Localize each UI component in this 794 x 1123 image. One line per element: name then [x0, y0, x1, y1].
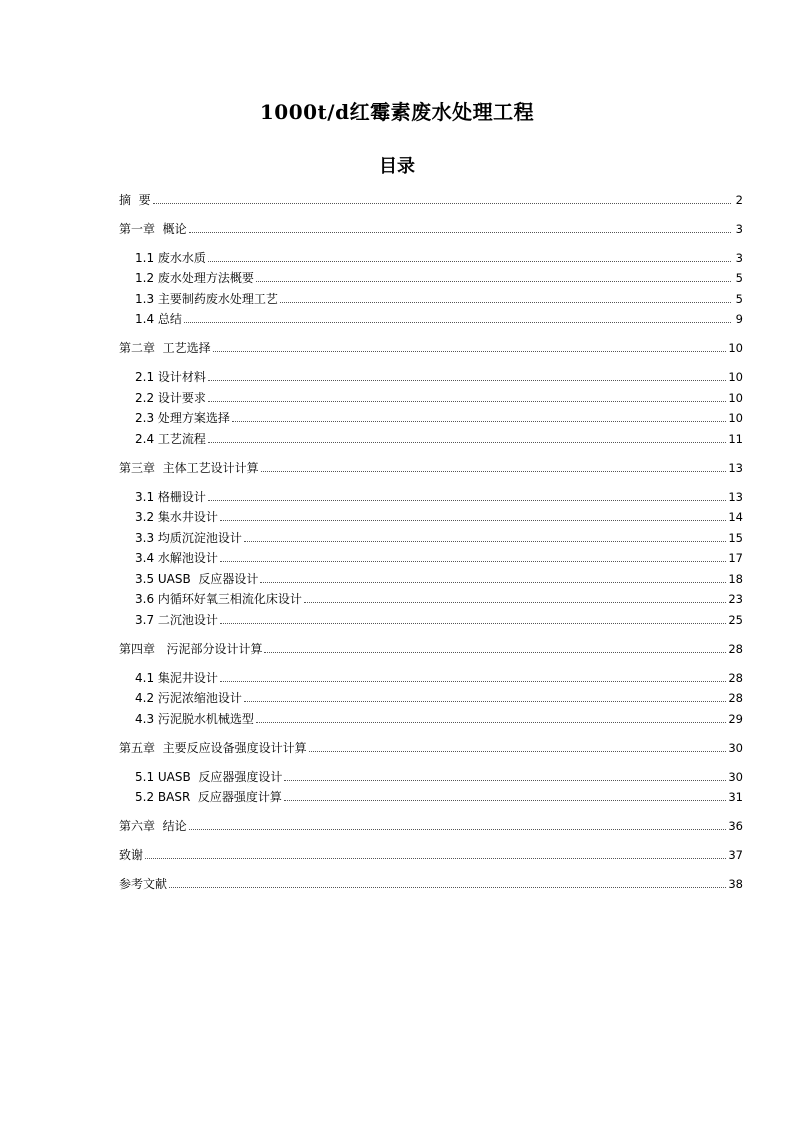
toc-page-number: 10 — [728, 390, 743, 405]
toc-dot-leader — [220, 560, 726, 562]
toc-chapter-entry[interactable] — [119, 186, 743, 207]
toc-chapter-entry[interactable] — [119, 335, 743, 356]
toc-page-number: 5 — [735, 271, 743, 285]
toc-page-number: 30 — [728, 769, 743, 784]
toc-entry-label: 2.1 设计材料 — [135, 370, 206, 384]
toc-entry-label: 致谢 — [119, 848, 144, 862]
toc-page-number: 10 — [728, 411, 743, 425]
toc-page-number: 3 — [735, 221, 743, 236]
toc-page-number: 17 — [728, 551, 743, 565]
toc-page-number: 25 — [728, 612, 743, 627]
toc-dot-leader — [208, 499, 726, 501]
table-of-contents — [119, 186, 743, 891]
toc-entry-label: 1.1 废水水质 — [135, 250, 206, 265]
toc-section-entry[interactable] — [119, 265, 743, 286]
toc-section-entry[interactable] — [119, 364, 743, 385]
toc-page-number: 15 — [728, 530, 743, 545]
toc-entry-label: 3.1 格栅设计 — [135, 489, 206, 504]
toc-section-entry[interactable] — [119, 405, 743, 426]
toc-entry-label: 第五章 主要反应设备强度设计计算 — [119, 740, 307, 755]
toc-dot-leader — [208, 441, 726, 443]
toc-entry-label: 1.3 主要制药废水处理工艺 — [135, 291, 278, 306]
toc-section-entry[interactable] — [119, 244, 743, 265]
toc-dot-leader — [244, 540, 726, 542]
toc-page-number: 28 — [728, 670, 743, 685]
toc-dot-leader — [260, 581, 726, 583]
toc-entry-label: 3.4 水解池设计 — [135, 551, 218, 565]
toc-page-number: 13 — [728, 489, 743, 504]
toc-entry-label: 1.2 废水处理方法概要 — [135, 271, 254, 285]
toc-entry-label: 1.4 总结 — [135, 312, 182, 326]
document-title: 1000t/d红霉素废水处理工程 — [259, 100, 535, 124]
toc-entry-label: 3.7 二沉池设计 — [135, 612, 218, 627]
toc-entry-label: 3.2 集水井设计 — [135, 510, 218, 524]
toc-dot-leader — [256, 721, 726, 723]
toc-chapter-entry[interactable] — [119, 635, 743, 656]
toc-dot-leader — [184, 321, 731, 323]
toc-dot-leader — [284, 779, 726, 781]
toc-dot-leader — [189, 828, 727, 830]
toc-entry-label: 参考文献 — [119, 877, 168, 891]
toc-entry-label: 5.2 BASR 反应器强度计算 — [135, 790, 282, 804]
toc-page-number: 5 — [735, 291, 743, 306]
toc-section-entry[interactable] — [119, 784, 743, 805]
toc-dot-leader — [220, 622, 726, 624]
toc-section-entry[interactable] — [119, 425, 743, 446]
toc-dot-leader — [208, 260, 731, 262]
toc-chapter-entry[interactable] — [119, 215, 743, 236]
toc-page-number: 29 — [728, 711, 743, 726]
toc-entry-label: 第二章 工艺选择 — [119, 341, 211, 355]
toc-entry-label: 3.5 UASB 反应器设计 — [135, 571, 259, 586]
toc-section-entry[interactable] — [119, 285, 743, 306]
toc-entry-label: 摘 要 — [119, 192, 151, 207]
toc-dot-leader — [145, 857, 726, 859]
toc-page-number: 37 — [728, 848, 743, 862]
toc-dot-leader — [208, 379, 726, 381]
toc-section-entry[interactable] — [119, 763, 743, 784]
toc-entry-label: 2.3 处理方案选择 — [135, 411, 230, 425]
toc-section-entry[interactable] — [119, 524, 743, 545]
toc-dot-leader — [304, 601, 726, 603]
toc-section-entry[interactable] — [119, 664, 743, 685]
toc-page-number: 14 — [728, 510, 743, 524]
toc-entry-label: 第四章 污泥部分设计计算 — [119, 641, 263, 656]
toc-page-number: 30 — [728, 740, 743, 755]
toc-section-entry[interactable] — [119, 483, 743, 504]
toc-page-number: 10 — [728, 370, 743, 384]
toc-section-entry[interactable] — [119, 545, 743, 566]
toc-page-number: 2 — [735, 192, 743, 207]
toc-page-number: 3 — [735, 250, 743, 265]
toc-page-number: 11 — [728, 431, 743, 446]
toc-dot-leader — [220, 680, 726, 682]
toc-entry-label: 4.3 污泥脱水机械选型 — [135, 711, 254, 726]
toc-entry-label: 3.6 内循环好氧三相流化床设计 — [135, 592, 302, 606]
toc-dot-leader — [153, 202, 731, 204]
toc-dot-leader — [280, 301, 731, 303]
toc-section-entry[interactable] — [119, 306, 743, 327]
toc-entry-label: 4.2 污泥浓缩池设计 — [135, 691, 242, 705]
toc-section-entry[interactable] — [119, 586, 743, 607]
toc-page-number: 18 — [728, 571, 743, 586]
toc-page-number: 9 — [735, 312, 743, 326]
toc-dot-leader — [244, 700, 726, 702]
toc-dot-leader — [169, 886, 726, 888]
toc-chapter-entry[interactable] — [119, 842, 743, 863]
toc-entry-label: 第一章 概论 — [119, 221, 187, 236]
toc-chapter-entry[interactable] — [119, 871, 743, 892]
toc-heading: 目录 — [379, 156, 415, 177]
toc-section-entry[interactable] — [119, 685, 743, 706]
toc-page-number: 23 — [728, 592, 743, 606]
toc-entry-label: 3.3 均质沉淀池设计 — [135, 530, 242, 545]
toc-dot-leader — [220, 519, 726, 521]
toc-page-number: 38 — [728, 877, 743, 891]
toc-dot-leader — [213, 350, 727, 352]
toc-chapter-entry[interactable] — [119, 734, 743, 755]
toc-page-number: 13 — [728, 460, 743, 475]
toc-chapter-entry[interactable] — [119, 454, 743, 475]
toc-page-number: 31 — [728, 790, 743, 804]
toc-dot-leader — [264, 651, 726, 653]
toc-section-entry[interactable] — [119, 565, 743, 586]
toc-entry-label: 2.2 设计要求 — [135, 390, 206, 405]
toc-entry-label: 4.1 集泥井设计 — [135, 670, 218, 685]
toc-page-number: 28 — [728, 691, 743, 705]
toc-page-number: 10 — [728, 341, 743, 355]
toc-page-number: 36 — [728, 819, 743, 833]
toc-section-entry[interactable] — [119, 606, 743, 627]
toc-entry-label: 2.4 工艺流程 — [135, 431, 206, 446]
toc-dot-leader — [208, 400, 726, 402]
toc-dot-leader — [256, 280, 731, 282]
toc-entry-label: 第三章 主体工艺设计计算 — [119, 460, 259, 475]
toc-dot-leader — [309, 750, 727, 752]
toc-dot-leader — [189, 231, 731, 233]
toc-chapter-entry[interactable] — [119, 813, 743, 834]
toc-dot-leader — [232, 420, 726, 422]
toc-entry-label: 第六章 结论 — [119, 819, 187, 833]
toc-page-number: 28 — [728, 641, 743, 656]
toc-section-entry[interactable] — [119, 705, 743, 726]
toc-section-entry[interactable] — [119, 504, 743, 525]
toc-entry-label: 5.1 UASB 反应器强度设计 — [135, 769, 283, 784]
toc-dot-leader — [261, 470, 727, 472]
toc-dot-leader — [284, 799, 726, 801]
toc-section-entry[interactable] — [119, 384, 743, 405]
